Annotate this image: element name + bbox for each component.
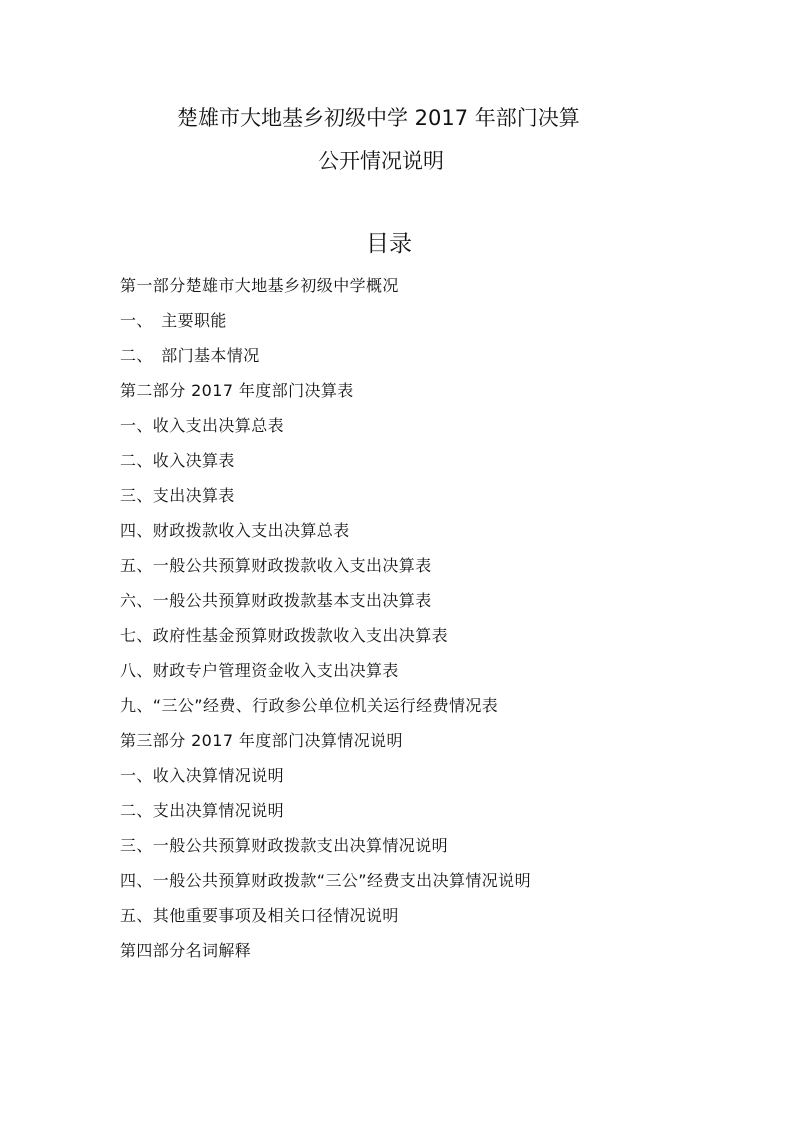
toc-item-general-budget-income-expense: 五、一般公共预算财政拨款收入支出决算表 xyxy=(120,556,432,575)
toc-item-part-1: 第一部分楚雄市大地基乡初级中学概况 xyxy=(120,276,399,295)
toc-item-three-public-expenses-table: 九、“三公”经费、行政参公单位机关运行经费情况表 xyxy=(120,696,499,715)
toc-item-government-fund: 七、政府性基金预算财政拨款收入支出决算表 xyxy=(120,626,449,645)
toc-item-part-3: 第三部分 2017 年度部门决算情况说明 xyxy=(120,731,403,750)
toc-heading: 目录 xyxy=(366,231,412,257)
toc-item-general-budget-basic-expense: 六、一般公共预算财政拨款基本支出决算表 xyxy=(120,591,432,610)
toc-item-general-budget-expense-explanation: 三、一般公共预算财政拨款支出决算情况说明 xyxy=(120,836,449,855)
document-title-line-1: 楚雄市大地基乡初级中学 2017 年部门决算 xyxy=(177,106,580,130)
toc-item-special-account-funds: 八、财政专户管理资金收入支出决算表 xyxy=(120,661,399,680)
toc-item-part-2: 第二部分 2017 年度部门决算表 xyxy=(120,381,354,400)
toc-item-income-table: 二、收入决算表 xyxy=(120,451,235,470)
toc-item-expense-table: 三、支出决算表 xyxy=(120,486,235,505)
toc-item-dept-basic-info: 二、 部门基本情况 xyxy=(120,346,260,365)
toc-item-income-explanation: 一、收入决算情况说明 xyxy=(120,766,285,785)
toc-item-income-expense-total: 一、收入支出决算总表 xyxy=(120,416,285,435)
table-of-contents xyxy=(120,274,760,974)
document-title-line-2: 公开情况说明 xyxy=(318,149,444,173)
toc-item-other-matters: 五、其他重要事项及相关口径情况说明 xyxy=(120,906,399,925)
toc-item-expense-explanation: 二、支出决算情况说明 xyxy=(120,801,285,820)
toc-item-part-4: 第四部分名词解释 xyxy=(120,941,252,960)
toc-item-fiscal-appropriation-total: 四、财政拨款收入支出决算总表 xyxy=(120,521,350,540)
toc-item-three-public-expense-explanation: 四、一般公共预算财政拨款“三公”经费支出决算情况说明 xyxy=(120,871,531,890)
toc-item-main-functions: 一、 主要职能 xyxy=(120,311,227,330)
